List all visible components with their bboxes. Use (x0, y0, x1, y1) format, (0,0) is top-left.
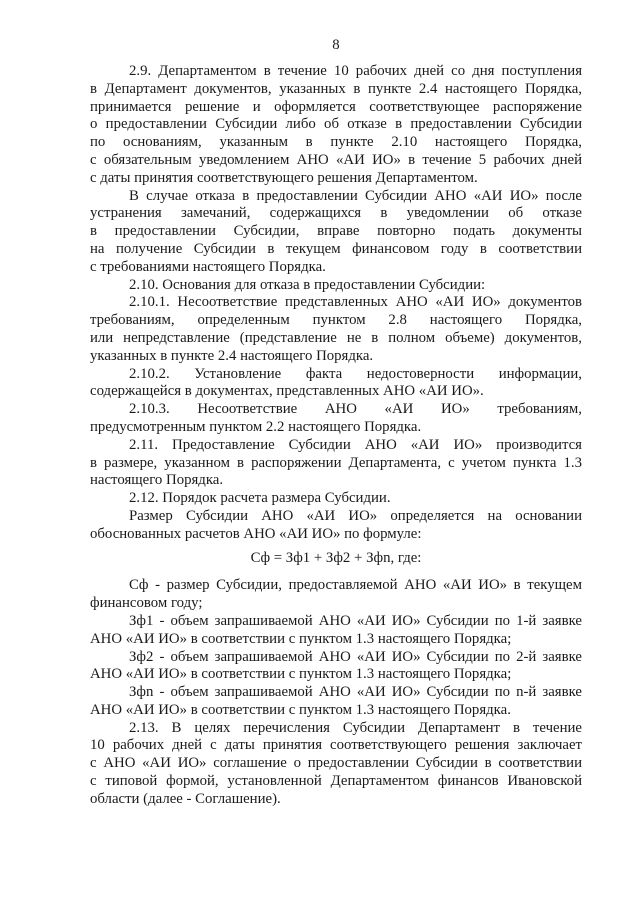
text-line: 2.10.3. Несоответствие АНО «АИ ИО» требованиям, (129, 401, 582, 418)
text-line: о предоставлении Субсидии либо об отказе в предоставлении Субсидии (90, 116, 582, 133)
definition-zfn (90, 684, 582, 720)
page-number: 8 (332, 37, 340, 53)
text-line: финансовом году; (90, 595, 203, 612)
text-line: предусмотренным пунктом 2.2 настоящего Порядка. (90, 418, 422, 435)
text-line: АНО «АИ ИО» в соответствии с пунктом 1.3 настоящего Порядка; (90, 666, 512, 683)
text-line: Размер Субсидии АНО «АИ ИО» определяется на основании (129, 507, 582, 524)
text-line: в размере, указанном в распоряжении Департамента, с учетом пункта 1.3 (90, 454, 582, 471)
paragraph-calculation-intro (90, 508, 582, 544)
text-line: Зф2 - объем запрашиваемой АНО «АИ ИО» Субсидии по 2-й заявке (129, 648, 582, 665)
paragraph-2-10-2 (90, 366, 582, 402)
text-line: с обязательным уведомлением АНО «АИ ИО» в течение 5 рабочих дней (90, 151, 582, 168)
text-line: с требованиями настоящего Порядка. (90, 258, 326, 275)
text-line: в Департамент документов, указанных в пункте 2.4 настоящего Порядка, (90, 80, 582, 97)
text-line: Сф - размер Субсидии, предоставляемой АНО «АИ ИО» в текущем (129, 577, 582, 594)
text-line: Зф1 - объем запрашиваемой АНО «АИ ИО» Субсидии по 1-й заявке (129, 612, 582, 629)
text-line: АНО «АИ ИО» в соответствии с пунктом 1.3 настоящего Порядка; (90, 630, 512, 647)
text-line: устранения замечаний, содержащихся в уведомлении об отказе (90, 205, 582, 222)
text-line: 2.13. В целях перечисления Субсидии Департамент в течение (129, 719, 582, 736)
text-line: настоящего Порядка. (90, 472, 224, 489)
text-line: 2.11. Предоставление Субсидии АНО «АИ ИО» производится (129, 436, 582, 453)
document-body (90, 63, 582, 809)
text-line: с АНО «АИ ИО» соглашение о предоставлении Субсидии в соответствии (90, 755, 582, 772)
text-line: на получение Субсидии в текущем финансовом году в соответствии (90, 240, 582, 257)
paragraph-2-13 (90, 720, 582, 809)
paragraph-2-10-1 (90, 294, 582, 365)
text-line: 2.10.1. Несоответствие представленных АНО «АИ ИО» документов (129, 294, 582, 311)
text-line: в предоставлении Субсидии, вправе повторно подать документы (90, 223, 582, 240)
text-line: 2.10. Основания для отказа в предоставлении Субсидии: (129, 276, 486, 293)
definition-zf1 (90, 613, 582, 649)
text-line: содержащейся в документах, представленных АНО «АИ ИО». (90, 383, 484, 400)
text-line: принимается решение и оформляется соответствующее распоряжение (90, 98, 582, 115)
text-line: 2.10.2. Установление факта недостоверности информации, (129, 365, 582, 382)
paragraph-refusal-resubmission (90, 188, 582, 277)
text-line: 2.12. Порядок расчета размера Субсидии. (129, 490, 391, 507)
text-line: с даты принятия соответствующего решения Департаментом. (90, 169, 478, 186)
paragraph-2-11 (90, 437, 582, 490)
text-line: требованиям, определенным пунктом 2.8 настоящего Порядка, (90, 312, 582, 329)
heading-2-10 (90, 277, 582, 295)
definition-sf (90, 577, 582, 613)
paragraph-2-9 (90, 63, 582, 188)
text-line: Зфn - объем запрашиваемой АНО «АИ ИО» Субсидии по n-й заявке (129, 684, 582, 701)
definition-zf2 (90, 649, 582, 685)
text-line: АНО «АИ ИО» в соответствии с пунктом 1.3 настоящего Порядка. (90, 701, 511, 718)
text-line: по основаниям, указанным в пункте 2.10 настоящего Порядка, (90, 134, 582, 151)
formula: Сф = Зф1 + Зф2 + Зфn, где: (250, 549, 422, 566)
text-line: 2.9. Департаментом в течение 10 рабочих дней со дня поступления (129, 63, 582, 79)
text-line: В случае отказа в предоставлении Субсидии АНО «АИ ИО» после (129, 187, 582, 204)
text-line: области (далее - Соглашение). (90, 790, 281, 807)
text-line: обоснованных расчетов АНО «АИ ИО» по формуле: (90, 525, 422, 542)
paragraph-2-10-3 (90, 401, 582, 437)
text-line: указанных в пункте 2.4 настоящего Порядка. (90, 347, 374, 364)
text-line: или непредставление (представление не в полном объеме) документов, (90, 329, 582, 346)
text-line: с типовой формой, установленной Департаментом финансов Ивановской (90, 773, 582, 790)
text-line: 10 рабочих дней с даты принятия соответствующего решения заключает (90, 737, 582, 754)
heading-2-12 (90, 490, 582, 508)
